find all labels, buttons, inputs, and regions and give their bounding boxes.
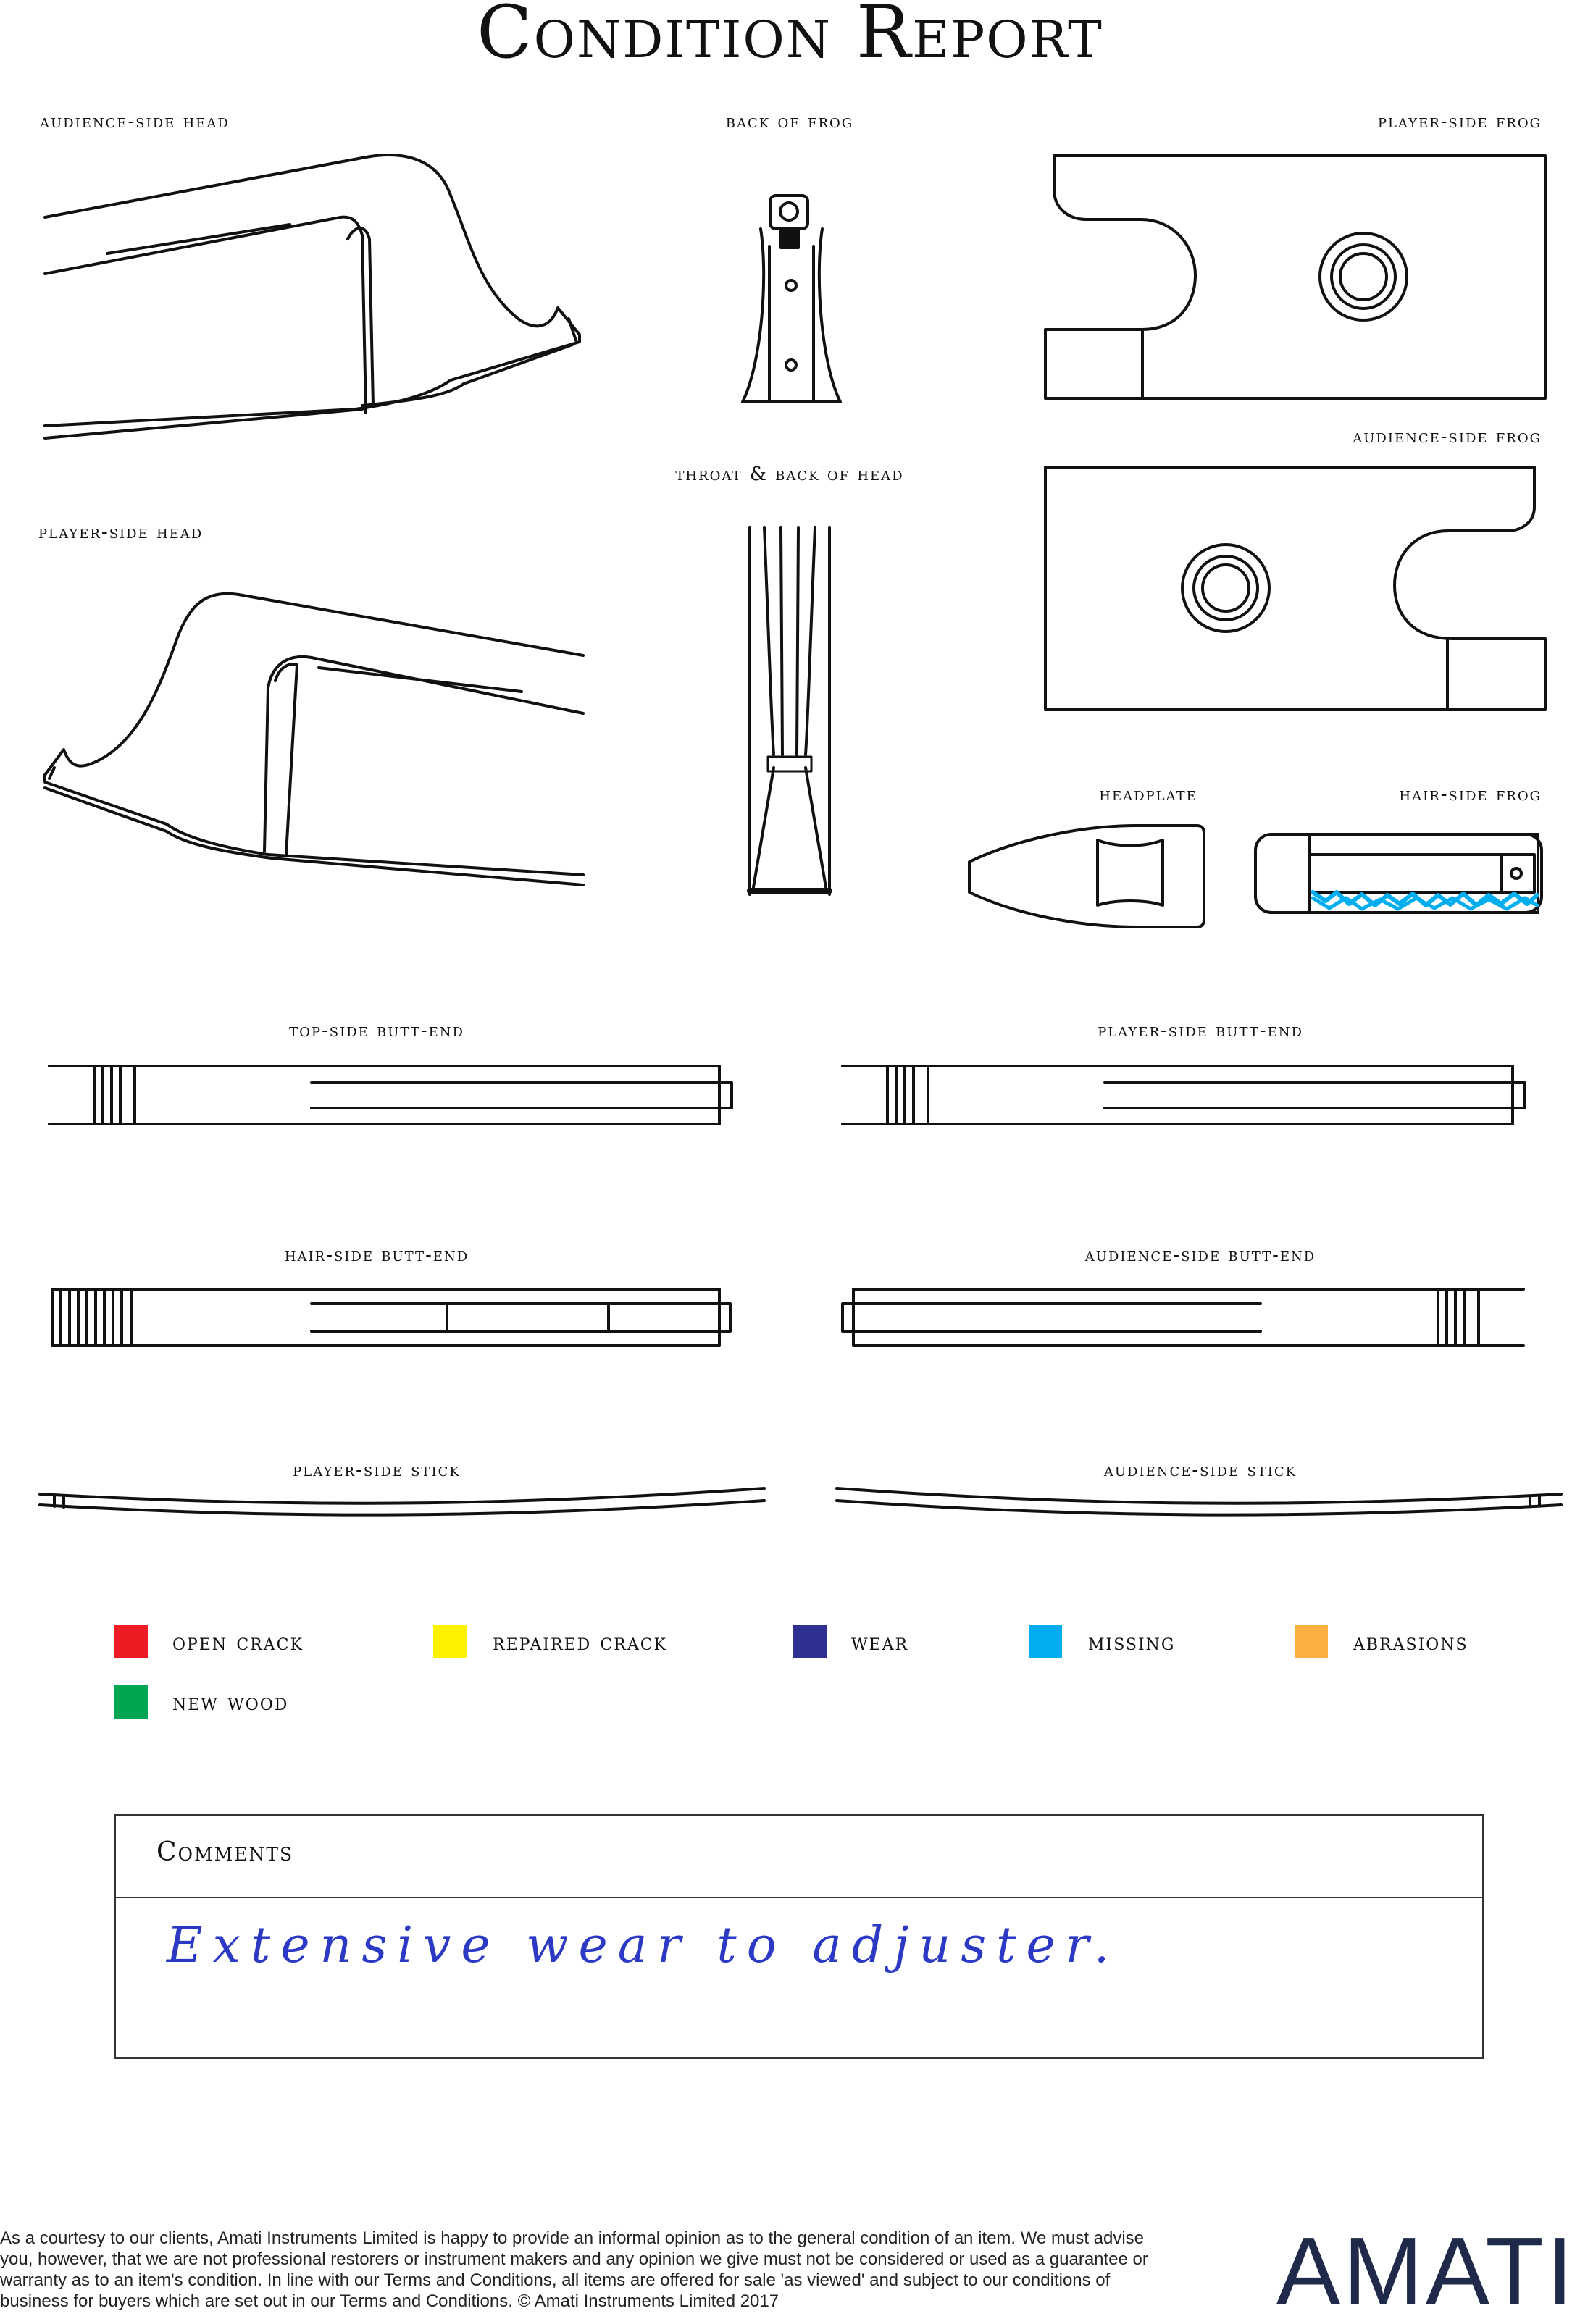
label-player-side-head: player-side head (38, 521, 204, 543)
disclaimer-text: As a courtesy to our clients, Amati Instruments Limited is happy to provide an informal opinion as to the general condition of an item. We must advise you, however, that we are not professional restorers or instrument makers and any opinion we give must not be considered or used as a guarantee or warranty as to an item's condition. In line with our Terms and Conditions, all items are offered for sale 'as viewed' and subject to our conditions of business for buyers which are set out in our Terms and Conditions. © Amati Instruments Limited 2017 (0, 2228, 1148, 2311)
comments-handwritten-text: Extensive wear to adjuster. (167, 1917, 1120, 1974)
top-side-butt-end-drawing (49, 1066, 732, 1124)
headplate-drawing (969, 826, 1204, 927)
legend-swatch-open-crack (114, 1625, 148, 1658)
page-title: Condition Report (477, 0, 1103, 75)
back-of-frog-drawing (743, 196, 840, 402)
label-throat-back-of-head: throat & back of head (675, 463, 904, 485)
legend-label-wear: wear (851, 1628, 909, 1656)
throat-drawing (750, 527, 829, 894)
legend-swatch-repaired-crack (433, 1625, 467, 1658)
comments-header (116, 1816, 1482, 1898)
audience-side-head-drawing (45, 155, 580, 438)
legend-swatch-abrasions (1295, 1625, 1328, 1658)
label-top-side-butt-end: top-side butt-end (289, 1020, 464, 1041)
label-player-side-butt-end: player-side butt-end (1098, 1020, 1303, 1041)
player-side-stick-drawing (40, 1488, 764, 1515)
player-side-head-drawing (45, 594, 583, 885)
label-audience-side-frog: audience-side frog (1353, 426, 1542, 448)
audience-side-butt-end-drawing (843, 1289, 1523, 1346)
comments-box[interactable] (114, 1814, 1484, 2059)
audience-side-stick-drawing (837, 1488, 1561, 1515)
legend-swatch-missing (1029, 1625, 1062, 1658)
label-player-side-frog: player-side frog (1377, 111, 1542, 133)
audience-side-frog-drawing (1045, 467, 1545, 710)
hair-side-butt-end-drawing (52, 1289, 730, 1346)
label-hair-side-frog: hair-side frog (1399, 784, 1542, 805)
legend-label-repaired-crack: repaired crack (493, 1628, 667, 1656)
legend-label-abrasions: abrasions (1353, 1628, 1468, 1656)
legend-label-missing: missing (1088, 1628, 1176, 1656)
label-audience-side-stick: audience-side stick (1103, 1459, 1297, 1481)
label-player-side-stick: player-side stick (293, 1459, 461, 1481)
label-audience-side-butt-end: audience-side butt-end (1084, 1244, 1316, 1266)
label-hair-side-butt-end: hair-side butt-end (284, 1244, 469, 1266)
label-audience-side-head: audience-side head (40, 111, 230, 133)
player-side-frog-drawing (1045, 156, 1545, 398)
player-side-butt-end-drawing (843, 1066, 1525, 1124)
amati-logo: AMATI (1276, 2218, 1576, 2324)
comments-title: Comments (156, 1837, 294, 1867)
legend-label-new-wood: new wood (172, 1688, 289, 1716)
hair-side-frog-drawing (1255, 834, 1542, 913)
legend-label-open-crack: open crack (172, 1628, 304, 1656)
legend-swatch-wear (793, 1625, 827, 1658)
label-back-of-frog: back of frog (725, 111, 854, 133)
label-headplate: headplate (1099, 784, 1197, 805)
legend-swatch-new-wood (114, 1685, 148, 1719)
